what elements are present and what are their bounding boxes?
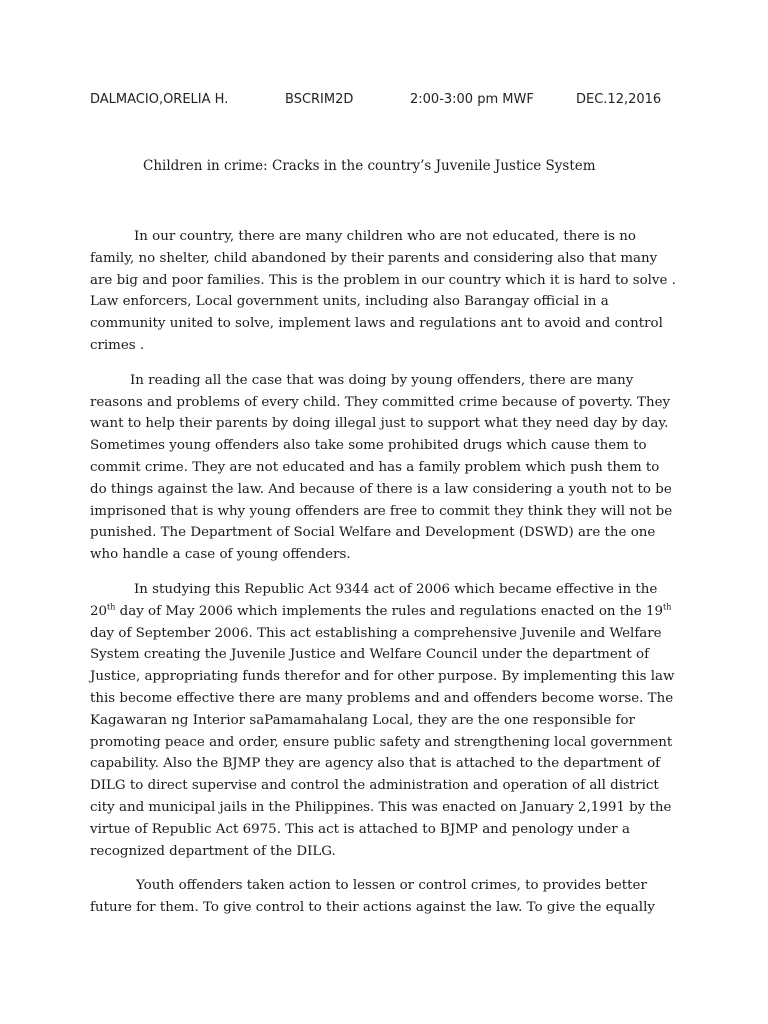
paragraph-3: [90, 579, 680, 862]
essay-title: Children in crime: Cracks in the country’s Juvenile Justice System: [143, 158, 596, 174]
paragraph-line: future for them. To give control to their actions against the law. To give the equally: [90, 900, 655, 916]
paragraph-line: Kagawaran ng Interior saPamamahalang Local, they are the one responsible for: [90, 712, 635, 728]
paragraph-line: System creating the Juvenile Justice and Welfare Council under the department of: [90, 647, 650, 663]
paragraph-line: imprisoned that is why young offenders are free to commit they think they will not be: [90, 503, 673, 519]
paragraph-line: In studying this Republic Act 9344 act of 2006 which became effective in the: [134, 581, 658, 597]
paragraph-line: Law enforcers, Local government units, including also Barangay official in a: [90, 294, 609, 310]
essay-body: [90, 226, 680, 932]
paragraph-line: day of September 2006. This act establishing a comprehensive Juvenile and Welfare: [90, 625, 662, 641]
paragraph-line: crimes .: [90, 337, 145, 353]
class-schedule: 2:00-3:00 pm MWF: [410, 92, 534, 107]
ordinal-number: 20: [90, 603, 108, 619]
paragraph-line: commit crime. They are not educated and has a family problem which push them to: [90, 459, 660, 475]
paragraph-4: [90, 875, 680, 919]
course-section: BSCRIM2D: [285, 92, 354, 107]
paragraph-line: who handle a case of young offenders.: [90, 547, 351, 563]
paragraph-line: In reading all the case that was doing by young offenders, there are many: [130, 372, 634, 388]
paragraph-line: promoting peace and order, ensure public safety and strengthening local government: [90, 734, 673, 750]
submission-date: DEC.12,2016: [576, 92, 662, 107]
ordinal-suffix: th: [107, 602, 116, 612]
paragraph-line: are big and poor families. This is the problem in our country which it is hard to solve .: [90, 272, 676, 288]
paragraph-line: Sometimes young offenders also take some prohibited drugs which cause them to: [90, 438, 647, 454]
paragraph-line: city and municipal jails in the Philippines. This was enacted on January 2,1991 by the: [90, 799, 672, 815]
paragraph-line: want to help their parents by doing illegal just to support what they need day by day.: [90, 416, 669, 432]
paragraph-line: punished. The Department of Social Welfare and Development (DSWD) are the one: [90, 525, 656, 541]
paragraph-line: DILG to direct supervise and control the administration and operation of all district: [90, 778, 659, 794]
ordinal-suffix: th: [663, 602, 672, 612]
paragraph-line: In our country, there are many children who are not educated, there is no: [134, 229, 636, 244]
paragraph-2: [90, 370, 680, 566]
paragraph-line: this become effective there are many problems and and offenders become worse. The: [90, 690, 674, 706]
paragraph-line: Youth offenders taken action to lessen or control crimes, to provides better: [136, 878, 647, 894]
header-row: [90, 92, 690, 110]
paragraph-line: community united to solve, implement laws and regulations ant to avoid and control: [90, 316, 663, 332]
paragraph-line: capability. Also the BJMP they are agency also that is attached to the department of: [90, 756, 661, 772]
paragraph-line: recognized department of the DILG.: [90, 843, 336, 859]
line-text: day of May 2006 which implements the rules and regulations enacted on the 19: [115, 603, 664, 619]
student-name: DALMACIO,ORELIA H.: [90, 92, 229, 107]
paragraph-line: [90, 601, 680, 623]
paragraph-line: reasons and problems of every child. They committed crime because of poverty. They: [90, 394, 671, 410]
paragraph-line: virtue of Republic Act 6975. This act is attached to BJMP and penology under a: [90, 821, 630, 837]
paragraph-1: [90, 226, 680, 357]
paragraph-line: Justice, appropriating funds therefor and for other purpose. By implementing this law: [90, 669, 675, 685]
paragraph-line: family, no shelter, child abandoned by their parents and considering also that many: [90, 250, 658, 266]
paragraph-line: do things against the law. And because of there is a law considering a youth not to be: [90, 481, 672, 497]
